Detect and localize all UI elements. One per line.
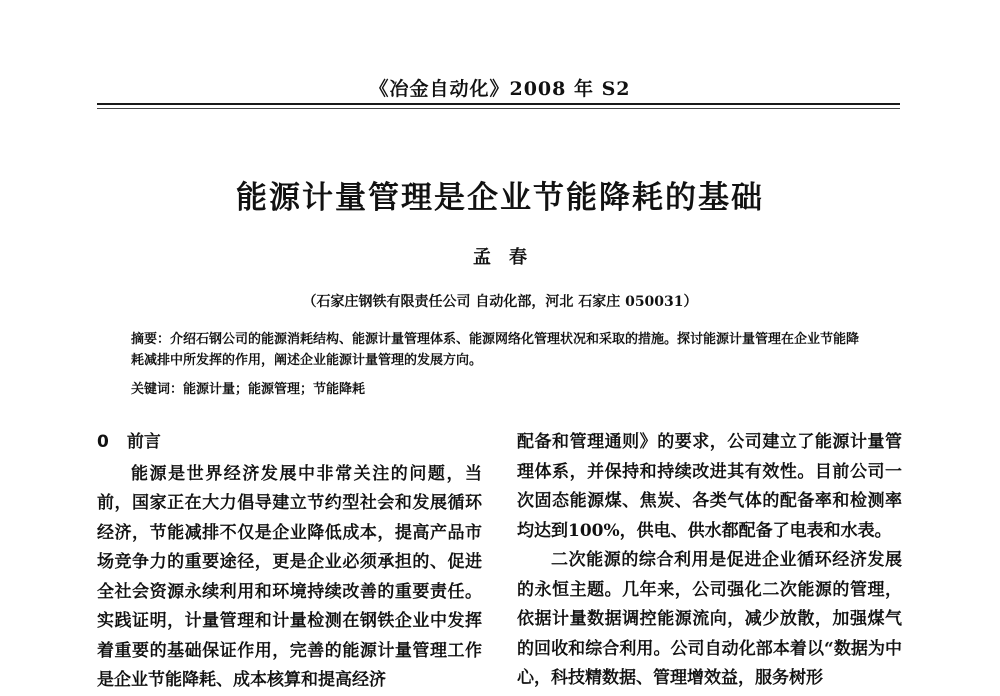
- section-number: 0: [97, 432, 109, 452]
- body-paragraph: 二次能源的综合利用是促进企业循环经济发展的永恒主题。几年来，公司强化二次能源的管理，依据计量数据调控能源流向，减少放散，加强煤气的回收和综合利用。公司自动化部本着以“数据为中心，科技精数据、管理增效益，服务树形: [517, 550, 902, 688]
- abstract: [131, 329, 871, 371]
- header-rule-thick: [97, 103, 900, 105]
- section-title: 前言: [126, 432, 161, 452]
- article-author: 孟 春: [473, 247, 527, 268]
- article-title: 能源计量管理是企业节能降耗的基础: [236, 180, 764, 216]
- keywords-text: 能源计量；能源管理；节能降耗: [183, 382, 366, 397]
- section-heading: [97, 428, 482, 458]
- right-column: [517, 428, 902, 694]
- header-rule-thin: [97, 108, 900, 109]
- keywords-label: 关键词：: [131, 382, 184, 397]
- abstract-text: 介绍石钢公司的能源消耗结构、能源计量管理体系、能源网络化管理状况和采取的措施。探讨能源计量管理在企业节能降耗减排中所发挥的作用，阐述企业能源计量管理的发展方向。: [131, 332, 860, 368]
- keywords: [131, 378, 871, 397]
- body-paragraph: 配备和管理通则》的要求，公司建立了能源计量管理体系，并保持和持续改进其有效性。目前公司一次固态能源煤、焦炭、各类气体的配备率和检测率均达到100%，供电、供水都配备了电表和水表。: [517, 432, 902, 541]
- left-column: [97, 428, 482, 696]
- abstract-label: 摘要：: [131, 332, 171, 347]
- body-paragraph: 能源是世界经济发展中非常关注的问题，当前，国家正在大力倡导建立节约型社会和发展循环经济，节能减排不仅是企业降低成本，提高产品市场竞争力的重要途径，更是企业必须承担的、促进全社会资源永续利用和环境持续改善的重要责任。实践证明，计量管理和计量检测在钢铁企业中发挥着重要的基础保证作用，完善的能源计量管理工作是企业节能降耗、成本核算和提高经济: [97, 463, 482, 690]
- journal-header: 《冶金自动化》2008 年 S2: [369, 78, 631, 100]
- article-affiliation: （石家庄钢铁有限责任公司 自动化部，河北 石家庄 050031）: [302, 294, 698, 310]
